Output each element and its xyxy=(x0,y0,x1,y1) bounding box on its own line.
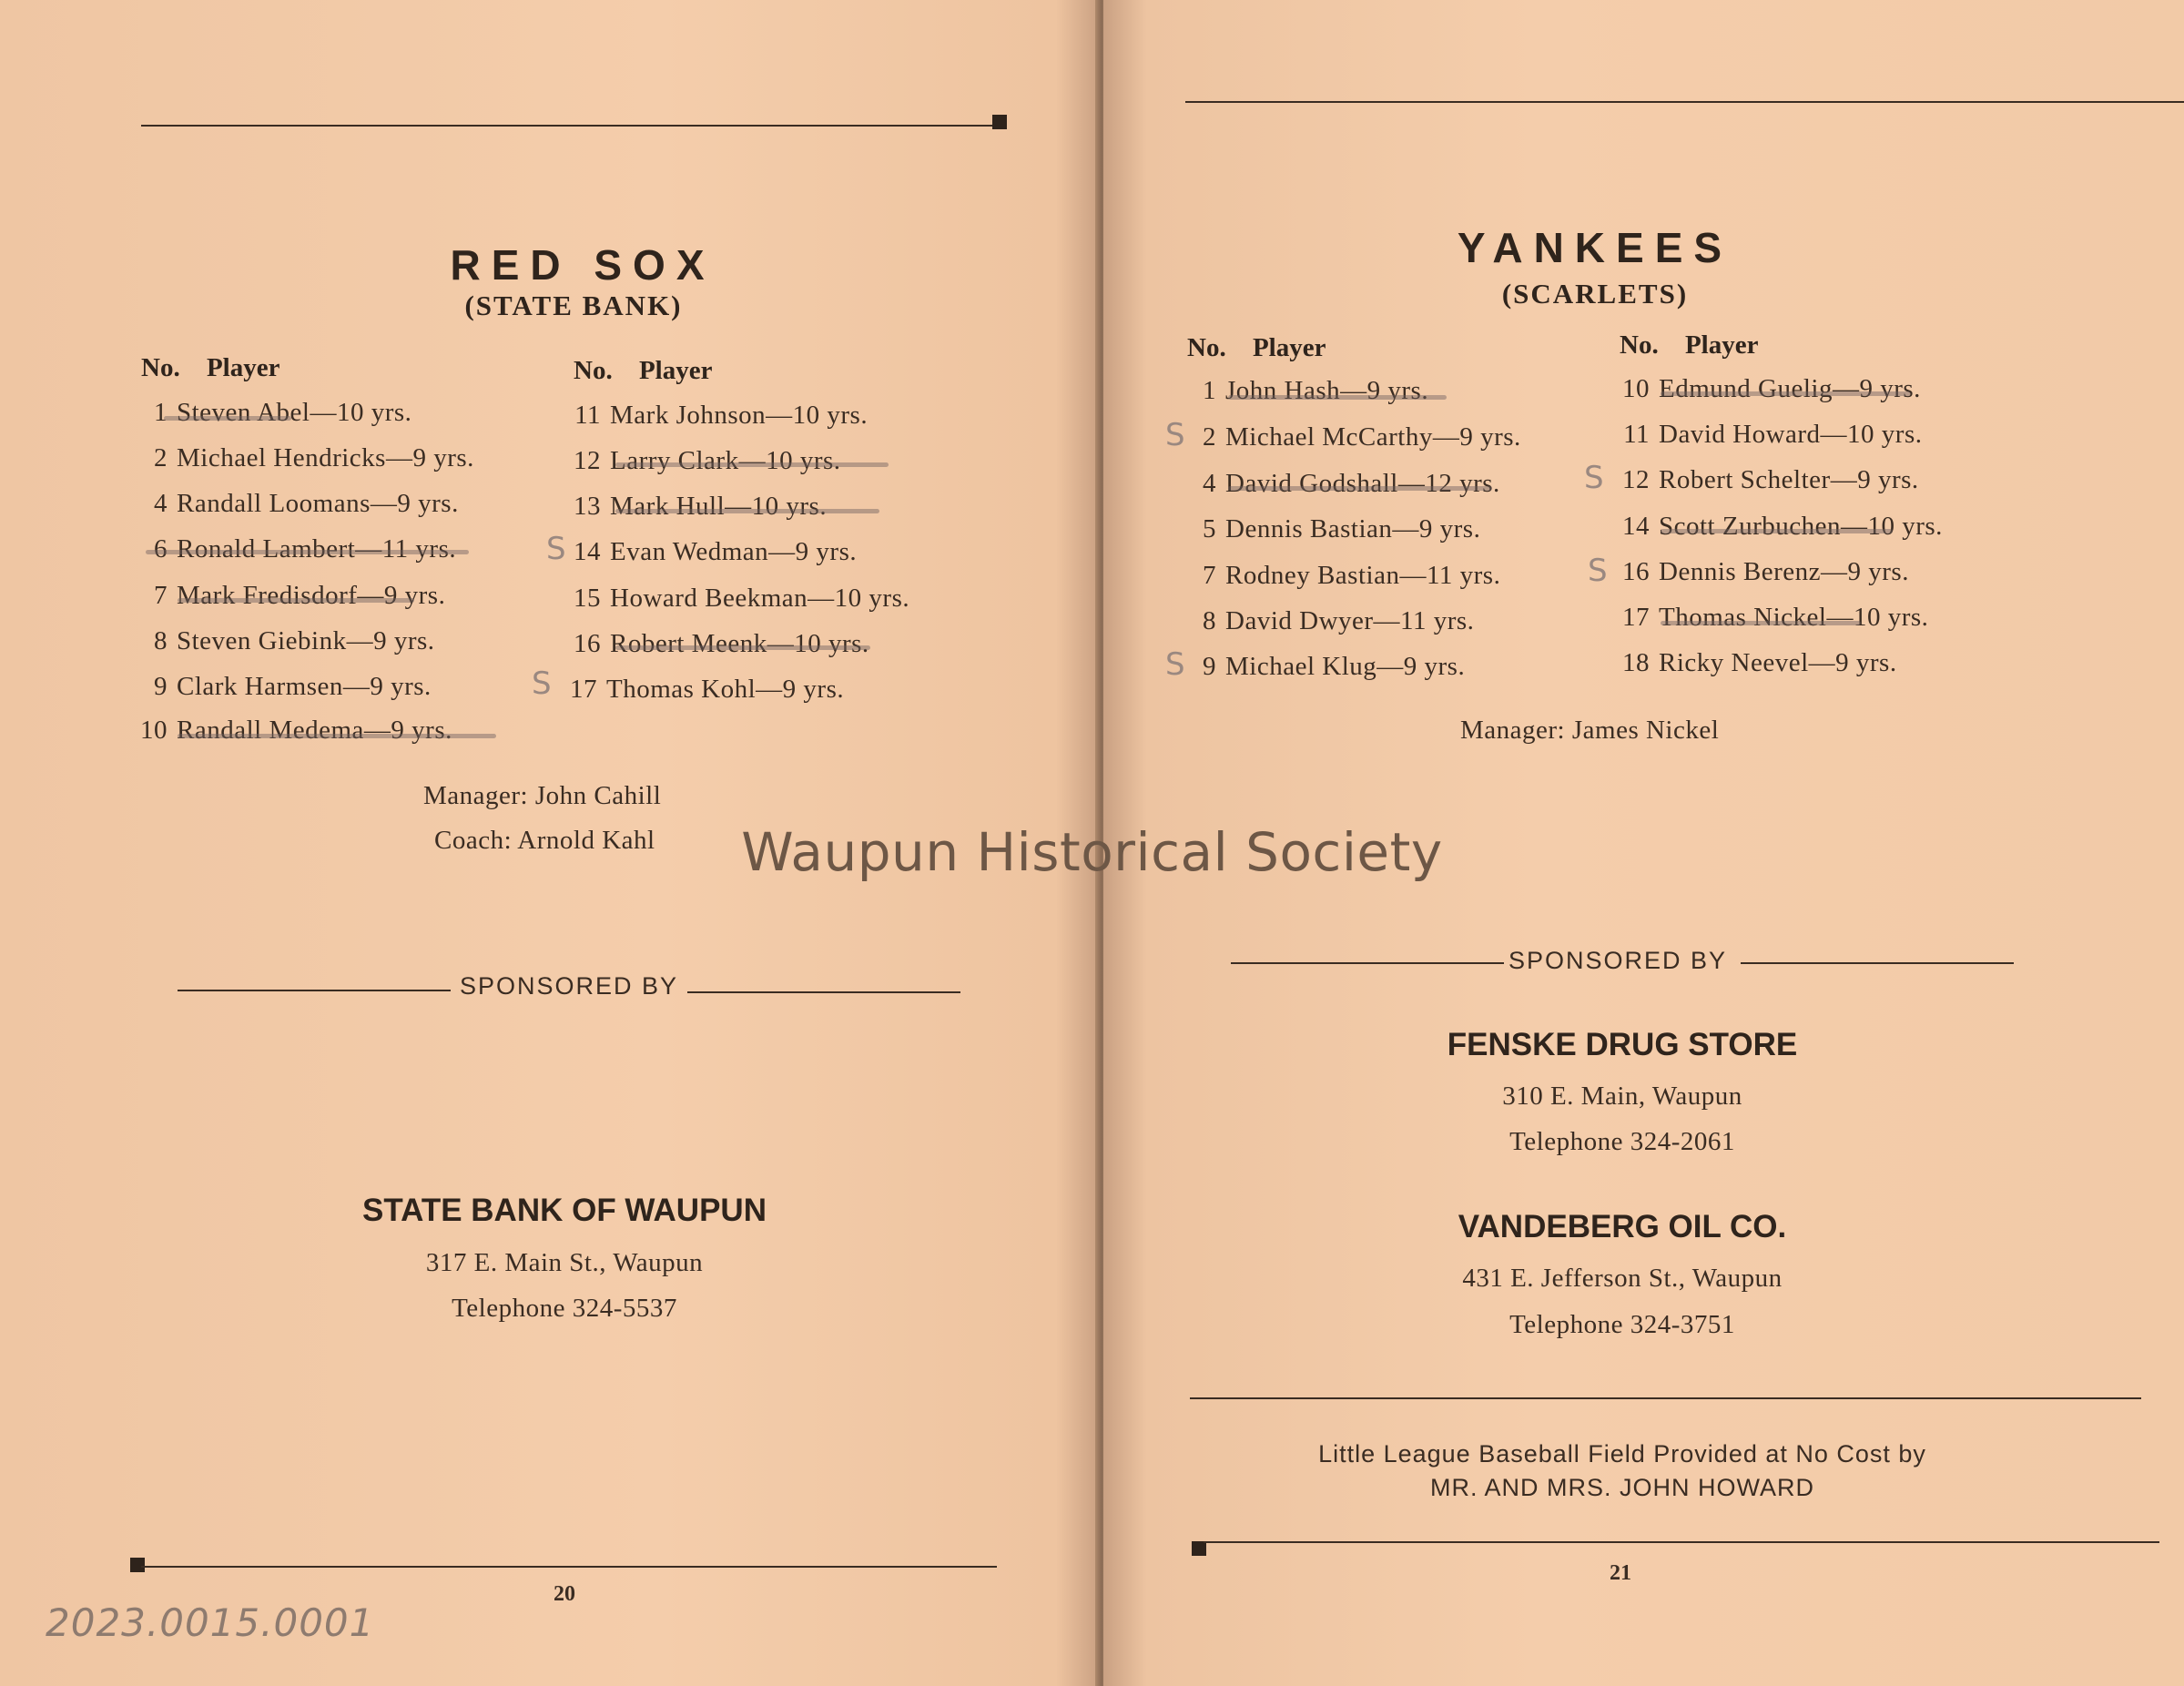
sponsored-rule-left xyxy=(178,990,451,991)
roster-row: 8 Steven Giebink—9 yrs. xyxy=(154,626,435,655)
team-title: RED SOX xyxy=(450,241,716,289)
header-player: Player xyxy=(1252,333,1326,362)
sponsor-address: 431 E. Jefferson St., Waupun xyxy=(1462,1264,1783,1293)
column-header-right xyxy=(1620,330,1758,361)
header-player: Player xyxy=(206,353,280,382)
handwritten-s-mark: S xyxy=(546,531,566,567)
sponsor-name: FENSKE DRUG STORE xyxy=(1447,1027,1798,1062)
roster-row: 1 Steven Abel—10 yrs. xyxy=(154,398,412,427)
column-header-left xyxy=(1187,333,1326,363)
column-header-right xyxy=(574,356,712,386)
page-number: 21 xyxy=(1610,1561,1631,1585)
header-no: No. xyxy=(141,353,180,382)
team-sponsor-subtitle: (STATE BANK) xyxy=(464,289,683,321)
top-rule xyxy=(141,125,997,127)
roster-row: 5 Dennis Bastian—9 yrs. xyxy=(1203,514,1481,543)
column-header-left xyxy=(141,353,279,383)
pencil-strike xyxy=(1228,486,1492,491)
sponsor-phone: Telephone 324-2061 xyxy=(1509,1127,1735,1156)
team-sponsor-subtitle: (SCARLETS) xyxy=(1501,278,1689,310)
roster-row: 11 David Howard—10 yrs. xyxy=(1623,420,1923,449)
sponsored-rule-right xyxy=(687,991,960,993)
handwritten-s-mark: S xyxy=(532,665,552,702)
roster-row: 13 Mark Hull—10 yrs. xyxy=(574,492,828,521)
pencil-strike xyxy=(178,598,414,603)
pencil-strike xyxy=(164,416,291,421)
bottom-rule-end-square xyxy=(130,1558,145,1572)
roster-row: 4 Randall Loomans—9 yrs. xyxy=(154,489,459,518)
handwritten-s-mark: S xyxy=(1165,417,1185,453)
field-note-line1: Little League Baseball Field Provided at No Cost by xyxy=(1318,1440,1926,1468)
manager-line: Manager: James Nickel xyxy=(1460,716,1720,745)
roster-row: 17 Thomas Nickel—10 yrs. xyxy=(1622,603,1929,632)
header-no: No. xyxy=(574,356,613,385)
pencil-strike xyxy=(1661,391,1911,396)
roster-row: 18 Ricky Neevel—9 yrs. xyxy=(1622,648,1897,677)
roster-row: 17 Thomas Kohl—9 yrs. xyxy=(570,675,845,704)
roster-row: 7 Mark Fredisdorf—9 yrs. xyxy=(154,581,446,610)
sponsor-address: 317 E. Main St., Waupun xyxy=(425,1248,704,1277)
roster-row: 9 Clark Harmsen—9 yrs. xyxy=(154,672,432,701)
top-rule xyxy=(1185,101,2184,103)
header-player: Player xyxy=(638,356,713,385)
team-title: YANKEES xyxy=(1457,224,1733,271)
pencil-strike xyxy=(1661,621,1861,625)
handwritten-s-mark: S xyxy=(1165,646,1185,683)
pencil-strike xyxy=(615,509,879,513)
note-rule xyxy=(1190,1397,2141,1399)
roster-row: 14 Evan Wedman—9 yrs. xyxy=(574,537,858,566)
sponsor-name: STATE BANK OF WAUPUN xyxy=(362,1193,767,1228)
pencil-strike xyxy=(146,550,469,554)
pencil-strike xyxy=(615,462,889,467)
header-no: No. xyxy=(1187,333,1226,362)
bottom-rule-end-square xyxy=(1192,1541,1206,1556)
bottom-rule xyxy=(1204,1541,2159,1543)
sponsor-name: VANDEBERG OIL CO. xyxy=(1458,1209,1787,1244)
pencil-strike xyxy=(1228,395,1447,400)
pencil-strike xyxy=(615,645,870,650)
roster-row: 16 Robert Meenk—10 yrs. xyxy=(574,629,869,658)
roster-row: 10 Edmund Guelig—9 yrs. xyxy=(1622,374,1921,403)
header-no: No. xyxy=(1620,330,1659,360)
roster-row: 16 Dennis Berenz—9 yrs. xyxy=(1622,557,1909,586)
roster-row: 7 Rodney Bastian—11 yrs. xyxy=(1203,561,1501,590)
top-rule-end-square xyxy=(992,115,1007,129)
roster-row: 14 Scott Zurbuchen—10 yrs. xyxy=(1622,512,1943,541)
roster-row: 9 Michael Klug—9 yrs. xyxy=(1203,652,1466,681)
roster-row: 8 David Dwyer—11 yrs. xyxy=(1203,606,1475,635)
roster-row: 2 Michael Hendricks—9 yrs. xyxy=(154,443,474,472)
sponsored-by-label: SPONSORED BY xyxy=(459,972,679,1000)
roster-row: 1 John Hash—9 yrs. xyxy=(1203,376,1429,405)
sponsored-rule-left xyxy=(1231,962,1504,964)
pencil-strike xyxy=(1661,529,1893,533)
roster-row: 12 Robert Schelter—9 yrs. xyxy=(1622,465,1919,494)
manager-line: Manager: John Cahill xyxy=(423,781,662,810)
roster-row: 12 Larry Clark—10 yrs. xyxy=(574,446,841,475)
bottom-rule xyxy=(141,1566,997,1568)
sponsored-by-label: SPONSORED BY xyxy=(1508,947,1728,974)
pencil-strike xyxy=(178,734,496,738)
roster-row: 11 Mark Johnson—10 yrs. xyxy=(574,401,869,430)
handwritten-s-mark: S xyxy=(1588,553,1608,589)
header-player: Player xyxy=(1684,330,1759,360)
roster-row: 15 Howard Beekman—10 yrs. xyxy=(574,584,910,613)
roster-row: 2 Michael McCarthy—9 yrs. xyxy=(1203,422,1521,452)
sponsored-rule-right xyxy=(1741,962,2014,964)
sponsor-address: 310 E. Main, Waupun xyxy=(1502,1082,1742,1111)
sponsor-phone: Telephone 324-5537 xyxy=(452,1294,677,1323)
accession-number: 2023.0015.0001 xyxy=(46,1600,375,1645)
roster-row: 6 Ronald Lambert—11 yrs. xyxy=(154,534,457,564)
watermark: Waupun Historical Society xyxy=(741,821,1443,883)
sponsor-phone: Telephone 324-3751 xyxy=(1509,1310,1735,1339)
coach-line: Coach: Arnold Kahl xyxy=(434,826,655,855)
roster-row: 4 David Godshall—12 yrs. xyxy=(1203,469,1500,498)
handwritten-s-mark: S xyxy=(1584,460,1604,496)
field-note-line2: MR. AND MRS. JOHN HOWARD xyxy=(1430,1474,1814,1501)
page-number: 20 xyxy=(554,1582,575,1606)
roster-row: 10 Randall Medema—9 yrs. xyxy=(140,716,452,745)
